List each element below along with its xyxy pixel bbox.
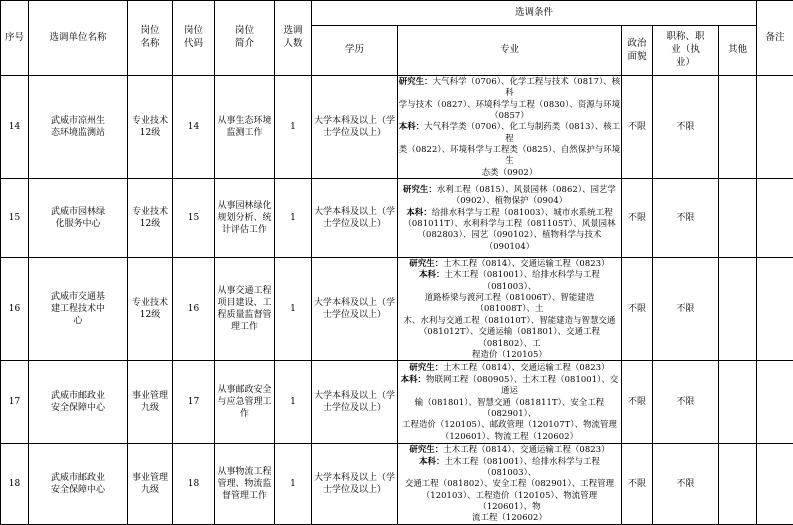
row-education [312, 258, 398, 361]
row-political [622, 361, 653, 444]
header-count: 选调人数 [275, 1, 312, 76]
row-political-text: 不限 [622, 212, 652, 224]
major-line-text: 学与技术（0827）、环境科学与工程（0830）、资源与环境 [399, 99, 621, 109]
row-seq-text: 15 [1, 212, 28, 224]
row-post-name [128, 76, 173, 179]
header-remark: 备注 [757, 1, 793, 76]
major-line [398, 349, 621, 360]
row-title-text: 不限 [653, 303, 718, 315]
row-post-code [173, 76, 215, 179]
header-major: 专业 [398, 26, 622, 76]
header-post-intro: 岗位简介 [215, 1, 275, 76]
row-seq [1, 444, 29, 524]
major-line [398, 110, 621, 121]
row-post-intro [215, 76, 275, 179]
major-line [398, 326, 621, 349]
row-post-code-text: 15 [173, 212, 214, 224]
major-line-text: 给排水科学与工程（081003）、城市水系统工程 [432, 207, 613, 217]
row-seq-text: 16 [1, 303, 28, 315]
major-line [398, 76, 621, 99]
header-other: 其他 [719, 26, 757, 76]
major-line-text: 土木工程（081001）、给排水科学与工程（081003）、 [444, 456, 600, 477]
major-line [398, 512, 621, 523]
major-line [398, 419, 621, 430]
major-line-text: 流工程（120602） [472, 512, 547, 522]
major-line [398, 374, 621, 397]
row-major [398, 258, 622, 361]
row-post-intro [215, 258, 275, 361]
row-political [622, 179, 653, 258]
major-line [398, 184, 621, 195]
row-seq-text: 14 [1, 121, 28, 133]
major-line-label: 本科： [406, 207, 431, 217]
major-line [398, 397, 621, 420]
table-row [1, 444, 793, 524]
row-unit-text: 武威市凉州生态环境监测站 [47, 115, 109, 139]
major-line [398, 218, 621, 229]
table-row [1, 258, 793, 361]
major-line-text: 大气科学（0706）、化学工程与技术（0817）、核科 [433, 76, 621, 97]
major-line [398, 362, 621, 373]
row-post-intro-text: 从事交通工程项目建设、工程质量监督管理工作 [217, 285, 273, 334]
major-line [398, 195, 621, 206]
major-line-text: （081012T）、交通运输（081801）、交通工程（081802）、工 [419, 326, 600, 347]
row-title [653, 179, 719, 258]
row-remark [757, 258, 793, 361]
major-line [398, 444, 621, 455]
row-unit-text: 武威市邮政业安全保障中心 [47, 390, 109, 414]
row-post-name [128, 444, 173, 524]
major-line-text: 水利工程（0815）、风景园林（0862）、园艺学 [437, 184, 616, 194]
row-post-name [128, 258, 173, 361]
row-other [719, 76, 757, 179]
header-post-code: 岗位代码 [173, 1, 215, 76]
header-education: 学历 [312, 26, 398, 76]
row-count [275, 258, 312, 361]
row-count [275, 361, 312, 444]
row-other [719, 361, 757, 444]
major-line-label: 研究生： [399, 76, 433, 86]
major-line-text: 工程造价（120105）、邮政管理（120107T）、物流管理 [402, 419, 617, 429]
header-title: 职称、职业（执业） [653, 26, 719, 76]
row-seq-text: 17 [1, 396, 28, 408]
row-count [275, 179, 312, 258]
row-unit [29, 361, 128, 444]
major-line-label: 研究生： [409, 258, 443, 268]
row-political [622, 258, 653, 361]
header-unit: 选调单位名称 [29, 1, 128, 76]
row-remark [757, 76, 793, 179]
row-post-code-text: 17 [173, 396, 214, 408]
major-line [398, 456, 621, 479]
row-count [275, 76, 312, 179]
row-seq-text: 18 [1, 478, 28, 490]
row-other [719, 258, 757, 361]
row-title [653, 258, 719, 361]
header-post-name: 岗位名称 [128, 1, 173, 76]
major-line-text: 大气科学类（0706）、化工与制药类（0813）、核工程 [424, 121, 620, 142]
row-seq [1, 179, 29, 258]
row-title-text: 不限 [653, 121, 718, 133]
major-line-text: 木、水利与交通工程（081010T）、智能建造与智慧交通 [403, 315, 615, 325]
major-line-label: 本科： [419, 456, 444, 466]
major-line [398, 315, 621, 326]
row-title-text: 不限 [653, 478, 718, 490]
row-post-code [173, 361, 215, 444]
row-title-text: 不限 [653, 396, 718, 408]
major-line-label: 本科： [399, 121, 424, 131]
major-line-label: 本科： [419, 269, 444, 279]
row-political-text: 不限 [622, 396, 652, 408]
major-line-text: （120601）、物流工程（120602） [441, 431, 578, 441]
row-political [622, 444, 653, 524]
row-education [312, 361, 398, 444]
row-post-intro-text: 从事邮政安全与应急管理工作 [217, 384, 273, 420]
row-education [312, 76, 398, 179]
row-unit [29, 258, 128, 361]
table-row [1, 76, 793, 179]
row-unit [29, 444, 128, 524]
row-post-intro-text: 从事物流工程管理、物流监督管理工作 [217, 466, 273, 502]
row-major [398, 361, 622, 444]
major-line [398, 144, 621, 167]
row-post-name-text: 事业管理九级 [130, 472, 170, 496]
row-post-code [173, 444, 215, 524]
row-major [398, 444, 622, 524]
row-major [398, 179, 622, 258]
row-remark [757, 361, 793, 444]
row-political-text: 不限 [622, 478, 652, 490]
row-title [653, 361, 719, 444]
row-education-text: 大学本科及以上（学士学位及以上） [313, 472, 397, 496]
major-line-label: 研究生： [409, 444, 443, 454]
row-major [398, 76, 622, 179]
major-line-text: 输（081801）、智慧交通（081811T）、安全工程（082901）、 [415, 397, 605, 418]
major-line-text: 土木工程（0814）、交通运输工程（0823） [443, 258, 609, 268]
row-unit-text: 武威市邮政业安全保障中心 [47, 472, 109, 496]
row-education-text: 大学本科及以上（学士学位及以上） [313, 115, 397, 139]
major-line [398, 490, 621, 513]
table-row [1, 361, 793, 444]
row-remark [757, 444, 793, 524]
major-line [398, 258, 621, 269]
major-line-text: （082803）、园艺（090102）、植物科学与技术（090104） [418, 229, 602, 250]
row-post-code [173, 258, 215, 361]
row-count-text: 1 [275, 303, 311, 315]
row-other [719, 444, 757, 524]
row-post-name-text: 事业管理九级 [130, 390, 170, 414]
row-other [719, 179, 757, 258]
major-line-text: 态类（0902） [482, 167, 538, 177]
major-line-label: 研究生： [409, 362, 443, 372]
major-line-text: （0857） [490, 110, 529, 120]
major-line-label: 本科： [401, 374, 426, 384]
row-education-text: 大学本科及以上（学士学位及以上） [313, 390, 397, 414]
row-title [653, 76, 719, 179]
major-line [398, 292, 621, 315]
row-seq [1, 258, 29, 361]
row-title [653, 444, 719, 524]
row-post-name [128, 361, 173, 444]
major-line-text: （120103）、工程造价（120105）、物流管理（120601）、物 [422, 490, 597, 511]
major-line-text: 交通工程（081802）、安全工程（082901）、工程管理 [405, 478, 614, 488]
major-line [398, 478, 621, 489]
major-line [398, 431, 621, 442]
major-line-text: 程造价（120105） [472, 349, 547, 359]
major-line-text: 土木工程（0814）、交通运输工程（0823） [443, 444, 609, 454]
row-post-code [173, 179, 215, 258]
row-post-name [128, 179, 173, 258]
row-remark [757, 179, 793, 258]
major-line [398, 99, 621, 110]
row-count-text: 1 [275, 212, 311, 224]
major-line-text: 土木工程（081001）、给排水科学与工程（081003）、 [444, 269, 600, 290]
row-post-name-text: 专业技术12级 [130, 206, 170, 230]
major-line-text: 土木工程（0814）、交通运输工程（0823） [443, 362, 609, 372]
header-seq: 序号 [1, 1, 29, 76]
major-line-text: 道路桥梁与渡河工程（081006T）、智能建造（081008T）、土 [425, 292, 595, 313]
row-education-text: 大学本科及以上（学士学位及以上） [313, 297, 397, 321]
row-unit-text: 武威市园林绿化服务中心 [47, 206, 109, 230]
header-conditions: 选调条件 [312, 1, 757, 26]
row-education [312, 179, 398, 258]
row-post-code-text: 16 [173, 303, 214, 315]
row-post-intro-text: 从事园林绿化规划分析、统计评估工作 [217, 200, 273, 236]
header-political: 政治面貌 [622, 26, 653, 76]
row-count-text: 1 [275, 478, 311, 490]
row-post-code-text: 18 [173, 478, 214, 490]
major-line [398, 269, 621, 292]
major-line-text: 类（0822）、环境科学与工程类（0825）、自然保护与环境生 [399, 144, 621, 165]
row-title-text: 不限 [653, 212, 718, 224]
row-political-text: 不限 [622, 121, 652, 133]
row-count [275, 444, 312, 524]
major-line-text: （081011T）、水利科学与工程（081105T）、风景园林 [403, 218, 615, 228]
row-political [622, 76, 653, 179]
row-seq [1, 361, 29, 444]
row-education-text: 大学本科及以上（学士学位及以上） [313, 206, 397, 230]
major-line-text: 物联网工程（080905）、土木工程（081001）、交通运 [426, 374, 618, 395]
row-post-intro [215, 444, 275, 524]
row-unit-text: 武威市交通基建工程技术中心 [47, 291, 109, 327]
row-post-name-text: 专业技术12级 [130, 297, 170, 321]
major-line [398, 121, 621, 144]
major-line-label: 研究生： [403, 184, 437, 194]
row-count-text: 1 [275, 396, 311, 408]
major-line [398, 207, 621, 218]
row-unit [29, 179, 128, 258]
major-line [398, 167, 621, 178]
row-post-intro [215, 361, 275, 444]
row-education [312, 444, 398, 524]
row-post-code-text: 14 [173, 121, 214, 133]
row-political-text: 不限 [622, 303, 652, 315]
major-line [398, 229, 621, 252]
table-row [1, 179, 793, 258]
major-line-text: （0902）、植物保护（0904） [452, 195, 568, 205]
row-unit [29, 76, 128, 179]
row-seq [1, 76, 29, 179]
row-post-name-text: 专业技术12级 [130, 115, 170, 139]
row-post-intro [215, 179, 275, 258]
row-count-text: 1 [275, 121, 311, 133]
row-post-intro-text: 从事生态环境监测工作 [217, 115, 273, 139]
